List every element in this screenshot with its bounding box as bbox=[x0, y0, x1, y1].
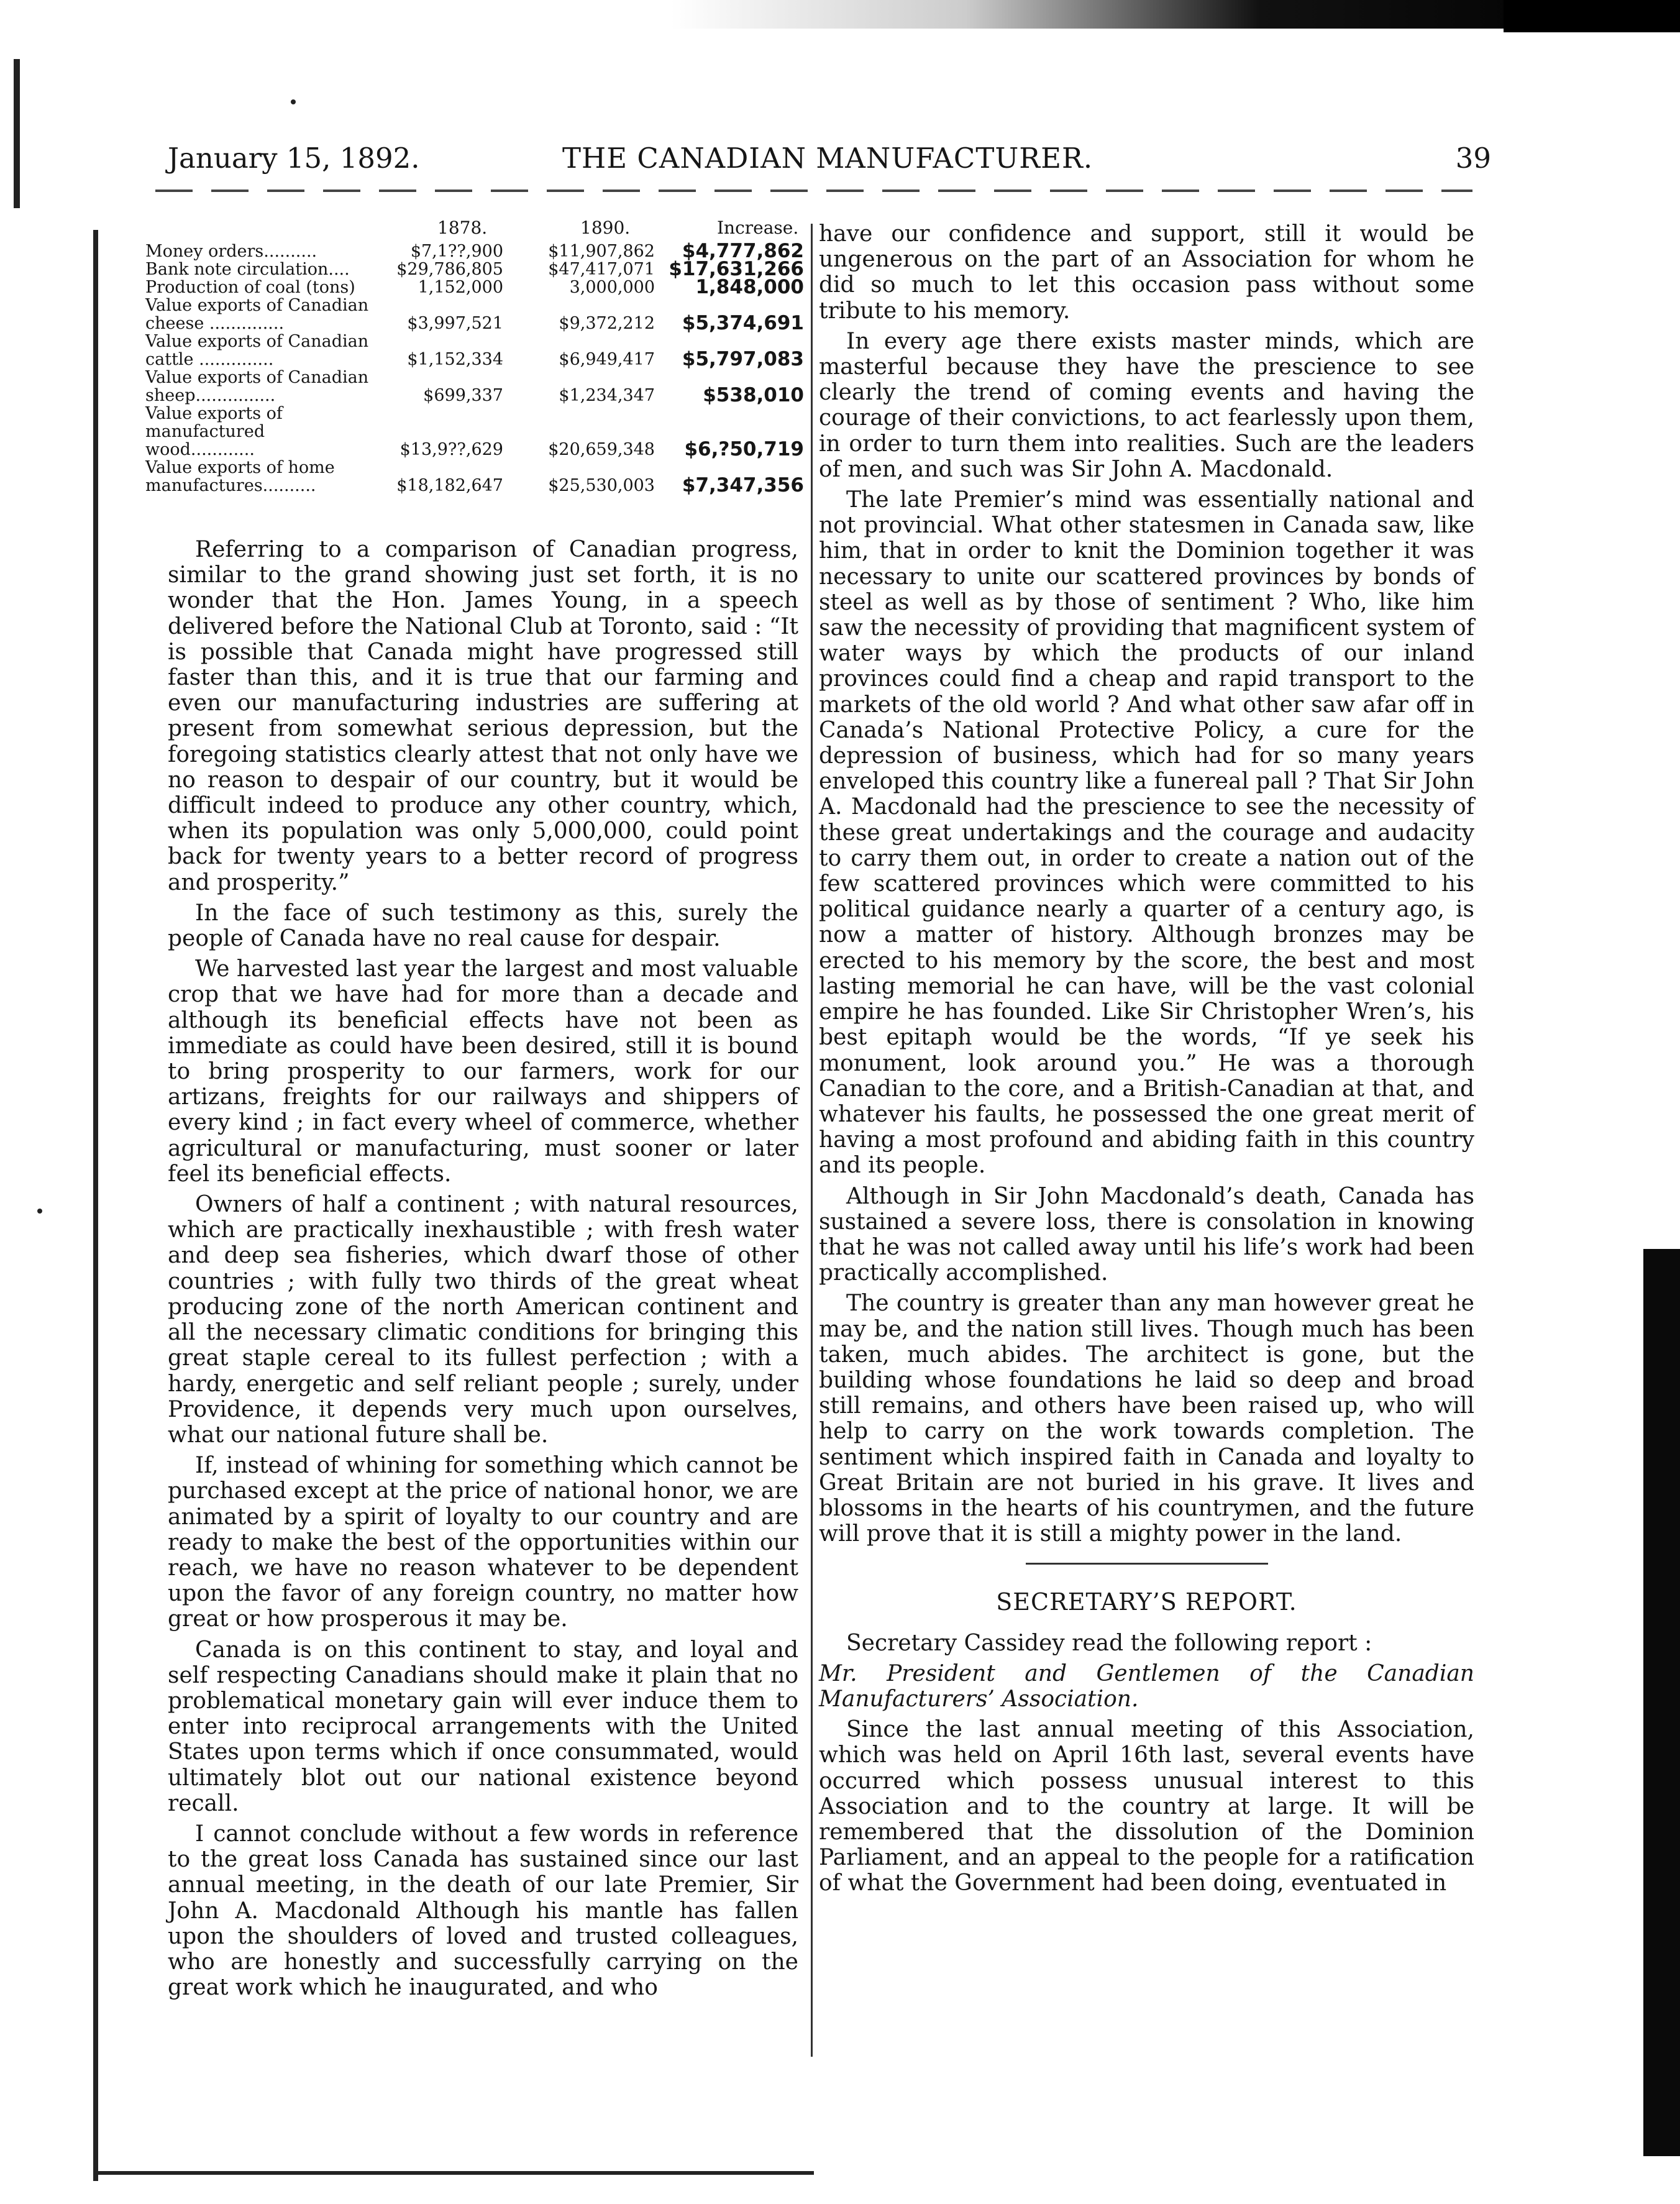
header-rule bbox=[155, 190, 1472, 192]
statistics-value-1890: $11,907,862 bbox=[548, 242, 655, 261]
statistics-value-increase: $17,631,266 bbox=[669, 258, 804, 280]
statistics-value-increase: $538,010 bbox=[703, 384, 804, 406]
statistics-value-1878: $3,997,521 bbox=[407, 314, 503, 333]
statistics-value-increase: 1,848,000 bbox=[695, 276, 804, 298]
statistics-value-1878: $18,182,647 bbox=[396, 476, 503, 495]
paragraph: The late Premier’s mind was essentially national and not provincial. What other statesmen in Canada saw, like him, that in order to knit the Dominion together it was necessary to unite our scattered provinces by bonds of steel as well as by those of sentiment ? Who, like him saw the necessity of providing that magnificent system of water ways by which the products of our inland provinces could find a cheap and rapid transport to the markets of the old world ? And what other saw afar off in Canada’s National Protective Policy, a cure for the depression of business, which had for so many years enveloped this country like a funereal pall ? That Sir John A. Macdonald had the prescience to see the necessity of these great undertakings and the courage and audacity to carry them out, in order to create a nation out of the few scattered provinces which were committed to his political guidance nearly a quarter of a century ago, is now a matter of history. Although bronzes may be erected to his memory by the score, the best and most lasting memorial he can have, will be the vast colonial empire he has founded. Like Sir Christopher Wren’s, his best epitaph would be the words, “If ye seek his monument, look around you.” He was a thorough Canadian to the core, and a British-Canadian at that, and whatever his faults, he possessed the one great merit of having a most profound and abiding faith in this country and its people. bbox=[819, 487, 1474, 1179]
statistics-table bbox=[145, 219, 804, 495]
column-header-1890: 1890. bbox=[580, 217, 631, 238]
left-column bbox=[168, 537, 798, 2005]
statistics-row-label: Bank note circulation.... bbox=[145, 260, 350, 279]
statistics-row bbox=[145, 368, 804, 405]
statistics-value-increase: $7,347,356 bbox=[682, 474, 804, 496]
statistics-table-header bbox=[145, 219, 804, 242]
page-border-left bbox=[93, 230, 98, 2181]
statistics-row bbox=[145, 459, 804, 495]
paragraph: In the face of such testimony as this, surely the people of Canada have no real cause for despair. bbox=[168, 900, 798, 952]
section-divider bbox=[1026, 1563, 1268, 1565]
paragraph: The country is greater than any man however great he may be, and the nation still lives. Though much has been taken, much abides. The architect is gone, but the building whose foundations he laid so deep and broad still remains, and others have been raised up, who will help to carry on the work towards completion. The sentiment which inspired faith in Canada and loyalty to Great Britain are not buried in his grave. It lives and blossoms in the hearts of his countrymen, and the future will prove that it is still a mighty power in the land. bbox=[819, 1291, 1474, 1547]
statistics-value-1890: $1,234,347 bbox=[559, 386, 655, 405]
statistics-value-increase: $5,374,691 bbox=[682, 312, 804, 334]
statistics-value-1878: $699,337 bbox=[423, 386, 503, 405]
page-border-bottom bbox=[93, 2171, 814, 2175]
statistics-value-increase: $6,?50,719 bbox=[684, 438, 804, 460]
issue-date: January 15, 1892. bbox=[168, 142, 420, 175]
statistics-row-label: Money orders.......... bbox=[145, 242, 317, 261]
statistics-row bbox=[145, 296, 804, 332]
column-header-1878: 1878. bbox=[437, 217, 488, 238]
paragraph: If, instead of whining for something which cannot be purchased except at the price of national honor, we are animated by a spirit of loyalty to our country and are ready to make the best of the opportunities within our reach, we have no reason whatever to be dependent upon the favor of any foreign country, no matter how great or how prosperous it may be. bbox=[168, 1453, 798, 1632]
statistics-row-label: Production of coal (tons) bbox=[145, 278, 355, 297]
paragraph: Although in Sir John Macdonald’s death, Canada has sustained a severe loss, there is consolation in knowing that he was not called away until his life’s work had been practically accomplished. bbox=[819, 1183, 1474, 1286]
right-column bbox=[819, 221, 1474, 1901]
statistics-value-increase: $5,797,083 bbox=[682, 348, 804, 370]
statistics-row-label: Value exports of home manufactures.......... bbox=[145, 458, 335, 495]
publication-title: THE CANADIAN MANUFACTURER. bbox=[562, 142, 1093, 175]
section-title: SECRETARY’S REPORT. bbox=[996, 1588, 1297, 1616]
scan-speck bbox=[37, 1209, 42, 1214]
paragraph: Canada is on this continent to stay, and loyal and self respecting Canadians should make it plain that no problematical monetary gain will ever induce them to enter into reciprocal arrangements with the United States upon terms which if once consummated, would ultimately blot out our national existence beyond recall. bbox=[168, 1637, 798, 1816]
paragraph: We harvested last year the largest and most valuable crop that we have had for more than a decade and although its beneficial effects have not been as immediate as could have been desired, still it is bound to bring prosperity to our farmers, work for our artizans, freights for our railways and shippers of every kind ; in fact every wheel of commerce, whether agricultural or manufacturing, must sooner or later feel its beneficial effects. bbox=[168, 956, 798, 1187]
paragraph: Since the last annual meeting of this Association, which was held on April 16th last, several events have occurred which possess unusual interest to this Association and to the country at large. It will be remembered that the dissolution of the Dominion Parliament, and an appeal to the people for a ratification of what the Government had been doing, eventuated in bbox=[819, 1717, 1474, 1896]
paragraph: In every age there exists master minds, which are masterful because they have the prescience to see clearly the trend of coming events and having the courage of their convictions, to act fearlessly upon them, in order to turn them into realities. Such are the leaders of men, and such was Sir John A. Macdonald. bbox=[819, 328, 1474, 482]
report-intro: Secretary Cassidey read the following report : bbox=[846, 1630, 1372, 1656]
statistics-value-1890: $25,530,003 bbox=[548, 476, 655, 495]
statistics-value-1878: $1,152,334 bbox=[407, 350, 503, 369]
report-salutation: Mr. President and Gentlemen of the Canadian Manufacturers’ Association. bbox=[819, 1660, 1474, 1712]
paragraph: Referring to a comparison of Canadian progress, similar to the grand showing just set forth, it is no wonder that the Hon. James Young, in a speech delivered before the National Club at Toronto, said : “It is possible that Canada might have progressed still faster than this, and it is true that our farming and even our manufacturing industries are suffering at present from somewhat serious depression, but the foregoing statistics clearly attest that not only have we no reason to despair of our country, but it would be difficult indeed to produce any other country, which, when its population was only 5,000,000, could point back for twenty years to a better record of progress and prosperity.” bbox=[168, 537, 798, 895]
page-header bbox=[168, 142, 1491, 179]
statistics-value-1890: $9,372,212 bbox=[559, 314, 655, 333]
column-header-increase: Increase. bbox=[717, 217, 799, 238]
paragraph-continuation: have our confidence and support, still it would be ungenerous on the part of an Association for whom he did so much to let this occasion pass without some tribute to his memory. bbox=[819, 221, 1474, 324]
statistics-row-label: Value exports of Canadian sheep............... bbox=[145, 368, 369, 405]
statistics-value-1878: $13,9??,629 bbox=[399, 440, 503, 459]
statistics-value-1890: $6,949,417 bbox=[559, 350, 655, 369]
column-divider bbox=[811, 224, 813, 2057]
page-number: 39 bbox=[1455, 142, 1491, 175]
statistics-value-1890: 3,000,000 bbox=[569, 278, 655, 297]
statistics-value-1878: $7,1??,900 bbox=[410, 242, 503, 261]
scan-artifact-left-mark bbox=[14, 59, 20, 208]
statistics-value-1878: $29,786,805 bbox=[396, 260, 503, 279]
paragraph: I cannot conclude without a few words in reference to the great loss Canada has sustained since our last annual meeting, in the death of our late Premier, Sir John A. Macdonald Although his mantle has fallen upon the shoulders of loved and trusted colleagues, who are honestly and successfully carrying on the great work which he inaugurated, and who bbox=[168, 1821, 798, 2001]
statistics-row bbox=[145, 405, 804, 459]
statistics-value-1878: 1,152,000 bbox=[418, 278, 503, 297]
scan-artifact-top-corner bbox=[1504, 0, 1680, 32]
statistics-value-1890: $47,417,071 bbox=[548, 260, 655, 279]
statistics-row-label: Value exports of manufactured wood............ bbox=[145, 404, 283, 459]
scan-speck bbox=[291, 99, 296, 104]
paragraph: Owners of half a continent ; with natural resources, which are practically inexhaustible ; with fresh water and deep sea fisheries, which dwarf those of other countries ; with fully two thirds of the great wheat producing zone of the north American continent and all the necessary climatic conditions for bringing this great staple cereal to its fullest perfection ; with a hardy, energetic and self reliant people ; surely, under Providence, it depends very much upon ourselves, what our national future shall be. bbox=[168, 1192, 798, 1448]
statistics-row-label: Value exports of Canadian cattle .............. bbox=[145, 332, 369, 369]
statistics-row bbox=[145, 332, 804, 368]
scan-artifact-right-edge bbox=[1643, 1249, 1680, 2156]
statistics-row bbox=[145, 278, 804, 296]
statistics-row-label: Value exports of Canadian cheese .............. bbox=[145, 296, 369, 333]
statistics-value-increase: $4,777,862 bbox=[682, 240, 804, 262]
statistics-value-1890: $20,659,348 bbox=[548, 440, 655, 459]
